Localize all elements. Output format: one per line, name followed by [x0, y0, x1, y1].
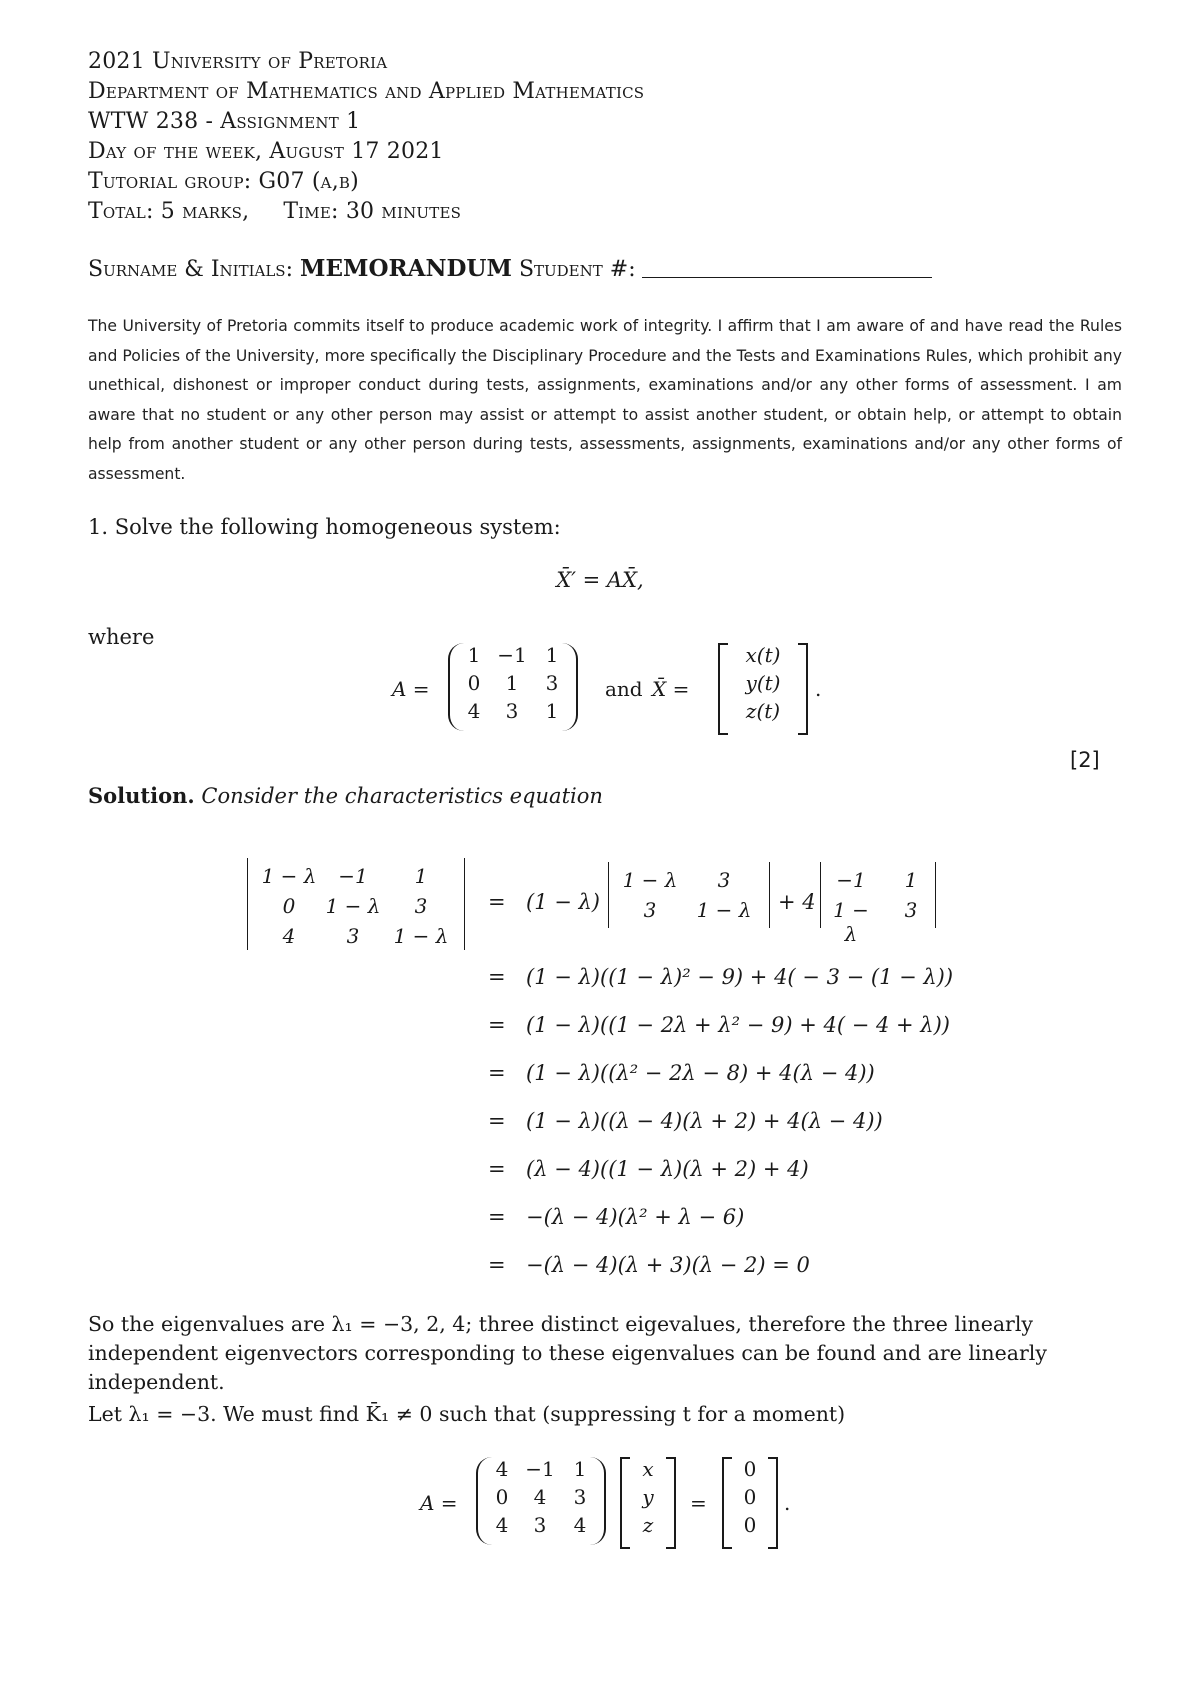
det-cell-0-0: 1 − λ [261, 864, 317, 888]
system-equation: X̄′ = AX̄, [556, 568, 644, 592]
det-cell-1-0: 0 [282, 894, 296, 918]
derivation-step: −(λ − 4)(λ² + λ − 6) [526, 1205, 745, 1229]
eq-sign-4: = [488, 1109, 506, 1133]
vector-xyz-cell-1: y [642, 1485, 654, 1509]
solution-heading: Solution. [88, 783, 195, 808]
let-lambda-paragraph: Let λ₁ = −3. We must find K̄₁ ≠ 0 such that (suppressing t for a moment) [88, 1402, 846, 1426]
name-field-row [88, 255, 932, 282]
header-university: 2021 University of Pretoria [88, 49, 388, 74]
question-1-marks: [2] [1070, 748, 1100, 772]
zero-vector-cell-0: 0 [743, 1457, 757, 1481]
derivation-step: (1 − λ)((1 − 2λ + λ² − 9) + 4( − 4 + λ)) [526, 1013, 950, 1037]
matrix-A-cell-1-0: 0 [467, 671, 481, 695]
vector-X-cell-2: z(t) [745, 699, 781, 723]
minor-determinant-2 [820, 862, 936, 946]
solution-intro [88, 783, 603, 808]
bracket-right [798, 643, 808, 735]
matrix-A-cell-2-2: 1 [545, 699, 559, 723]
integrity-statement: The University of Pretoria commits itself to produce academic work of integrity. I affirm that I am aware of and have read the Rules and Policies of the University, more specifically the Disciplinary Procedure and the Tests and Examinations Rules, which prohibit any unethical, dishonest or improper conduct during tests, assignments, examinations and/or any other forms of assessment. I am aware that no student or any other person may assist or attempt to assist another student, or obtain help, or attempt to obtain help from another student or any other person during tests, assessments, assignments, examinations and/or any other forms of assessment. [88, 317, 1122, 483]
vector-X-cell-1: y(t) [745, 671, 781, 695]
matrix-A-cell-0-0: 1 [467, 643, 481, 667]
matrix-A-cell-0-2: 1 [545, 643, 559, 667]
X-label: X̄ = [652, 677, 690, 701]
header-total-time [88, 198, 461, 226]
bracket3-right [768, 1457, 778, 1549]
eq-sign-3: = [488, 1061, 506, 1085]
surname-value: MEMORANDUM [300, 255, 512, 282]
bracket-left [718, 643, 728, 735]
det-bar-right [464, 858, 465, 950]
vector-xyz-cell-0: x [642, 1457, 654, 1481]
eq-sign-0: = [488, 890, 506, 914]
matrix-A2-cell-0-2: 1 [573, 1457, 587, 1481]
total-marks: Total: 5 marks, [88, 199, 250, 224]
det-cell-2-1: 3 [346, 924, 360, 948]
minor2-cell-0-0: −1 [836, 868, 866, 892]
derivation-step: (λ − 4)((1 − λ)(λ + 2) + 4) [526, 1157, 809, 1181]
det-cell-2-2: 1 − λ [393, 924, 449, 948]
matrix-A-cell-0-1: −1 [497, 643, 527, 667]
question-1-prompt: 1. Solve the following homogeneous system: [88, 515, 561, 539]
eq-sign-final: = [690, 1491, 707, 1515]
det-bar-left [247, 858, 248, 950]
eq-sign-6: = [488, 1205, 506, 1229]
det-cell-1-1: 1 − λ [325, 894, 381, 918]
zero-vector-cell-2: 0 [743, 1513, 757, 1537]
matrix-A2-cell-2-0: 4 [495, 1513, 509, 1537]
period: . [815, 677, 822, 701]
derivation-step: −(λ − 4)(λ + 3)(λ − 2) = 0 [526, 1253, 810, 1277]
bracket3-left [722, 1457, 732, 1549]
time-limit: Time: 30 minutes [283, 199, 462, 224]
derivation-step: (1 − λ)((λ² − 2λ − 8) + 4(λ − 4)) [526, 1061, 875, 1085]
matrix-A2-cell-1-1: 4 [533, 1485, 547, 1509]
det-cell-0-2: 1 [414, 864, 428, 888]
matrix-A2-cell-2-2: 4 [573, 1513, 587, 1537]
minor1-cell-0-1: 3 [717, 868, 731, 892]
matrix-A2-cell-1-2: 3 [573, 1485, 587, 1509]
minor1-cell-1-1: 1 − λ [696, 898, 752, 922]
minor1-bar-right [769, 862, 770, 928]
minor2-cell-1-0: 1 − λ [833, 898, 869, 946]
det-cell-0-1: −1 [338, 864, 368, 888]
A-label: A = [392, 677, 430, 701]
header-date: Day of the week, August 17 2021 [88, 139, 444, 164]
A2-label: A = [420, 1491, 458, 1515]
solution-intro-text: Consider the characteristics equation [201, 784, 603, 808]
det-cell-1-2: 3 [414, 894, 428, 918]
eq-sign-1: = [488, 965, 506, 989]
eigenvalues-paragraph: So the eigenvalues are λ₁ = −3, 2, 4; three distinct eigevalues, therefore the three linearly independent eigenvectors corresponding to these eigenvalues can be found and are linearly independent. [88, 1312, 1047, 1394]
where-label: where [88, 625, 155, 649]
derivation-step: (1 − λ)((λ − 4)(λ + 2) + 4(λ − 4)) [526, 1109, 883, 1133]
bracket2-left [620, 1457, 630, 1549]
matrix-A-minus-lambda [476, 1457, 606, 1545]
minor1-bar-left [608, 862, 609, 928]
matrix-A2-cell-0-1: −1 [525, 1457, 555, 1481]
bracket2-right [666, 1457, 676, 1549]
zero-vector-cell-1: 0 [743, 1485, 757, 1509]
eq-sign-7: = [488, 1253, 506, 1277]
zero-vector [722, 1457, 778, 1545]
det-cell-2-0: 4 [282, 924, 296, 948]
matrix-A-cell-2-1: 3 [505, 699, 519, 723]
matrix-A [448, 643, 578, 731]
matrix-A2-cell-0-0: 4 [495, 1457, 509, 1481]
header-tutorial-group: Tutorial group: G07 (a,b) [88, 169, 359, 194]
final-period: . [784, 1491, 791, 1515]
header-department: Department of Mathematics and Applied Mathematics [88, 79, 645, 104]
minor-determinant-1 [608, 862, 770, 928]
first-rhs-plus4: + 4 [778, 890, 816, 914]
vector-xyz-cell-2: z [642, 1513, 654, 1537]
vector-xyz [620, 1457, 676, 1545]
student-number-label: Student #: [518, 257, 636, 282]
vector-X [718, 643, 808, 731]
student-number-blank [642, 259, 932, 278]
matrix-A2-cell-2-1: 3 [533, 1513, 547, 1537]
eq-sign-5: = [488, 1157, 506, 1181]
minor1-cell-1-0: 3 [643, 898, 657, 922]
minor2-cell-0-1: 1 [904, 868, 918, 892]
first-rhs-factor: (1 − λ) [526, 890, 601, 914]
derivation-step: (1 − λ)((1 − λ)² − 9) + 4( − 3 − (1 − λ)) [526, 965, 954, 989]
minor2-bar-left [820, 862, 821, 928]
eq-sign-2: = [488, 1013, 506, 1037]
matrix-A2-cell-1-0: 0 [495, 1485, 509, 1509]
minor1-cell-0-0: 1 − λ [622, 868, 678, 892]
header-course: WTW 238 - Assignment 1 [88, 109, 361, 134]
matrix-A-cell-1-1: 1 [505, 671, 519, 695]
matrix-A-cell-2-0: 4 [467, 699, 481, 723]
and-word: and [605, 677, 643, 701]
matrix-A-cell-1-2: 3 [545, 671, 559, 695]
surname-label: Surname & Initials: [88, 257, 293, 282]
vector-X-cell-0: x(t) [745, 643, 781, 667]
minor2-cell-1-1: 3 [904, 898, 918, 922]
determinant-main [247, 858, 465, 950]
